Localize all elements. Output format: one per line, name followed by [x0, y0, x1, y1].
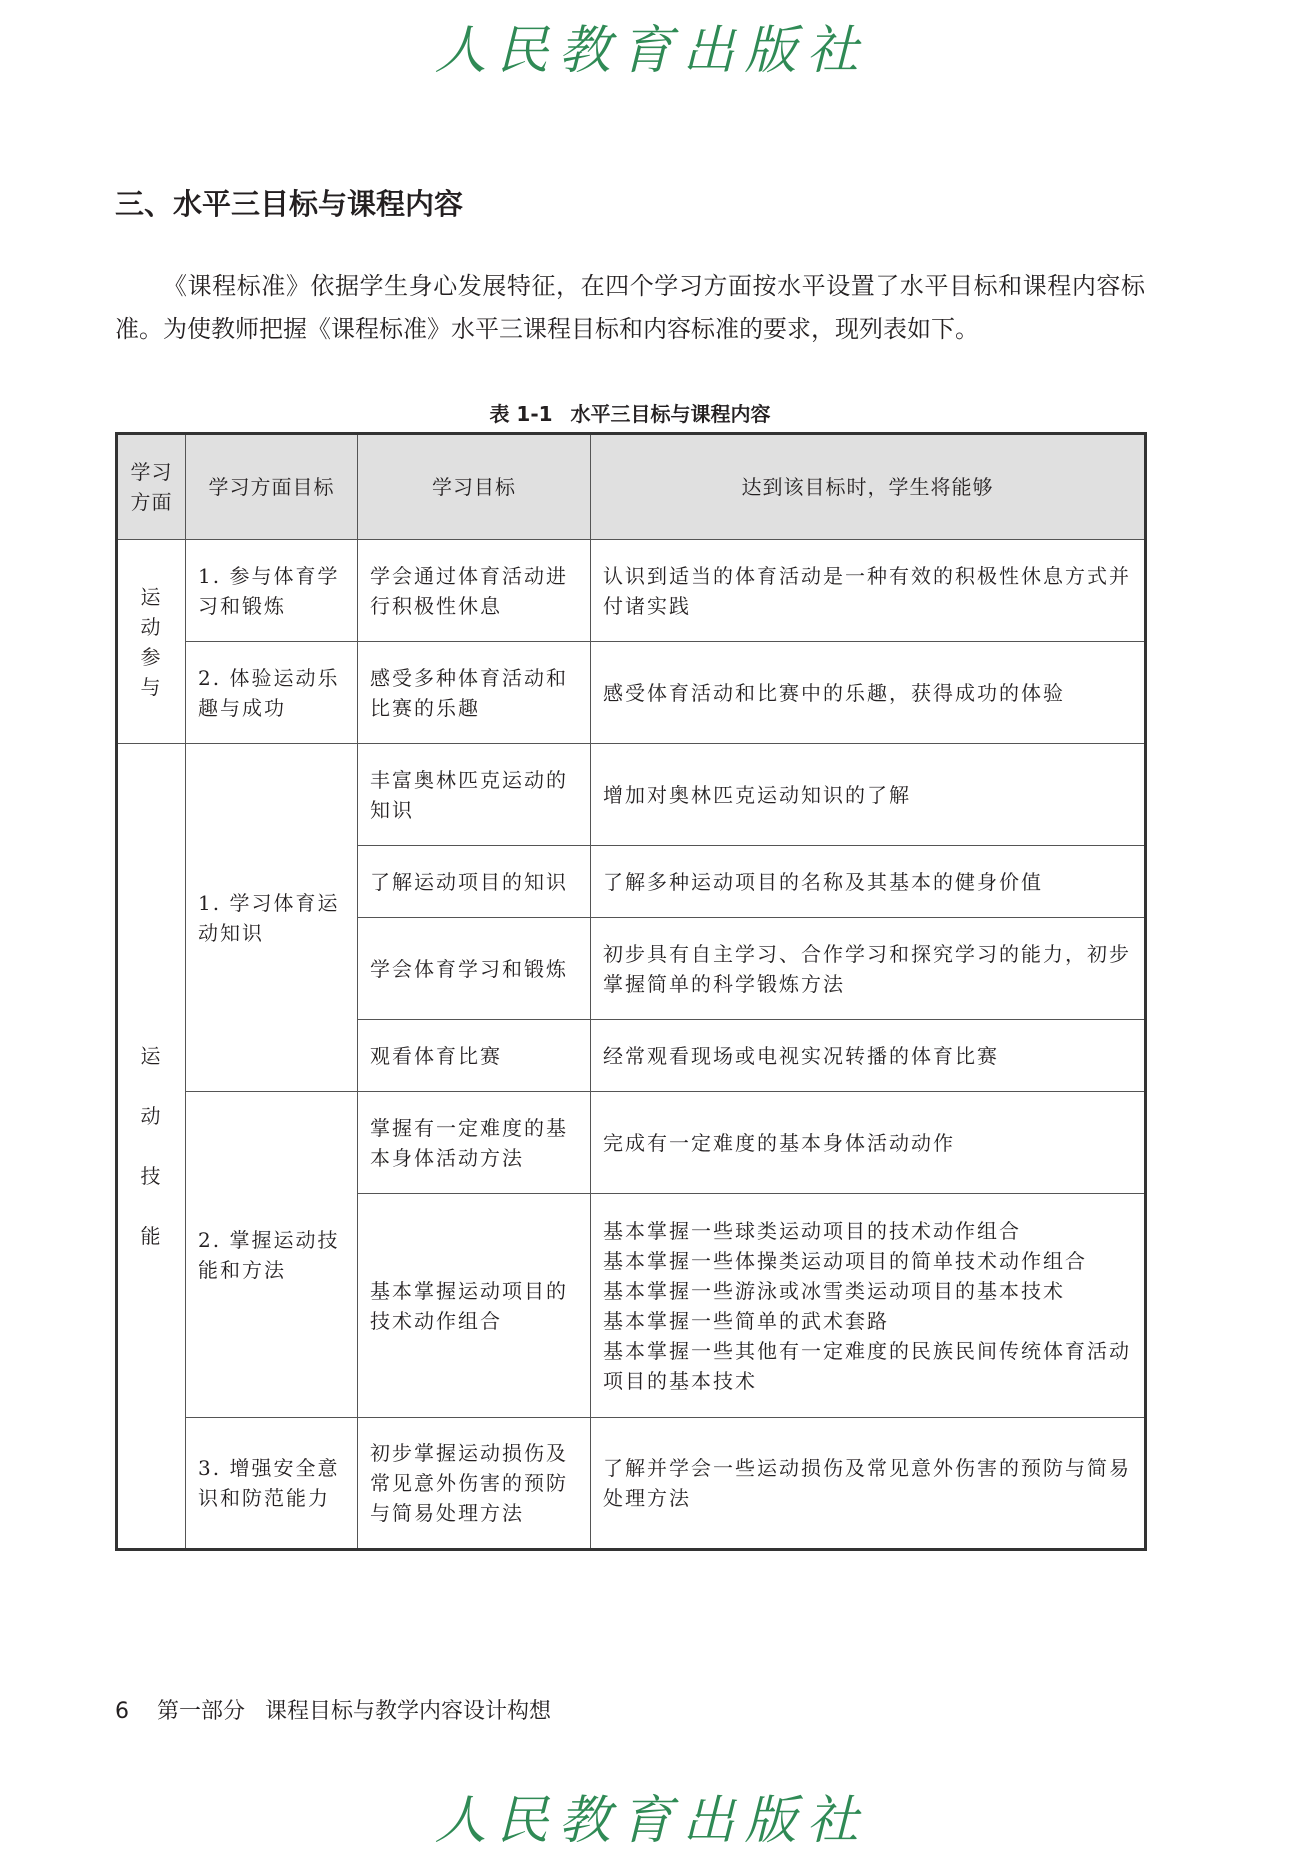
outcome-cell [591, 540, 1146, 642]
outcome-text: 完成有一定难度的基本身体活动动作 [603, 1130, 955, 1155]
aspect-char: 与 [140, 674, 163, 699]
objective-text: 掌握有一定难度的基本身体活动方法 [370, 1115, 568, 1170]
objective-cell [358, 846, 591, 918]
page-footer [115, 1694, 551, 1725]
outcome-cell [591, 1194, 1146, 1418]
outcome-text: 初步具有自主学习、合作学习和探究学习的能力，初步掌握简单的科学锻炼方法 [603, 941, 1131, 996]
outcome-text: 感受体育活动和比赛中的乐趣，获得成功的体验 [603, 680, 1065, 705]
header-objective: 学习目标 [358, 434, 591, 540]
table-row [117, 1418, 1146, 1550]
outcome-cell [591, 1020, 1146, 1092]
table-row [117, 540, 1146, 642]
aspect-goal: 2. 体验运动乐趣与成功 [198, 665, 340, 720]
aspect-char: 动 [140, 1104, 163, 1128]
aspect-goal-cell [186, 642, 358, 744]
outcome-cell [591, 918, 1146, 1020]
outcome-cell [591, 846, 1146, 918]
aspect-char: 技 [140, 1164, 163, 1188]
aspect-char: 动 [140, 614, 163, 639]
outcome-line: 基本掌握一些简单的武术套路 [603, 1308, 889, 1333]
objective-cell [358, 744, 591, 846]
objective-text: 丰富奥林匹克运动的知识 [370, 767, 568, 822]
header-aspect-line1: 学习 [130, 460, 173, 484]
header-outcome: 达到该目标时，学生将能够 [591, 434, 1146, 540]
intro-paragraph: 《课程标准》依据学生身心发展特征，在四个学习方面按水平设置了水平目标和课程内容标准。为使教师把握《课程标准》水平三课程目标和内容标准的要求，现列表如下。 [115, 272, 1145, 343]
outcome-text: 认识到适当的体育活动是一种有效的积极性休息方式并付诸实践 [603, 563, 1131, 618]
aspect-char: 参 [140, 644, 163, 669]
outcome-line: 基本掌握一些其他有一定难度的民族民间传统体育活动项目的基本技术 [603, 1338, 1131, 1393]
table-row [117, 1092, 1146, 1194]
aspect-goal: 2. 掌握运动技能和方法 [198, 1227, 340, 1282]
outcome-text: 了解多种运动项目的名称及其基本的健身价值 [603, 869, 1043, 894]
outcome-cell [591, 1092, 1146, 1194]
aspect-char: 能 [140, 1224, 163, 1248]
table-row [117, 642, 1146, 744]
footer-part: 第一部分 [157, 1699, 246, 1724]
aspect-goal-cell [186, 744, 358, 1092]
aspect-goal-cell [186, 1092, 358, 1418]
outcome-text: 了解并学会一些运动损伤及常见意外伤害的预防与简易处理方法 [603, 1456, 1131, 1510]
aspect-char: 运 [140, 584, 163, 609]
aspect-goal: 3. 增强安全意识和防范能力 [198, 1456, 340, 1510]
publisher-logo-bottom: 人民教育出版社 [434, 1791, 869, 1851]
objective-cell [358, 1194, 591, 1418]
objective-text: 了解运动项目的知识 [370, 869, 568, 894]
table-row [117, 744, 1146, 846]
outcome-line: 基本掌握一些球类运动项目的技术动作组合 [603, 1218, 1021, 1243]
header-aspect [117, 434, 186, 540]
objective-text: 基本掌握运动项目的技术动作组合 [370, 1278, 568, 1333]
aspect-goal: 1. 学习体育运动知识 [198, 890, 340, 945]
outcome-cell [591, 744, 1146, 846]
header-aspect-line2: 方面 [130, 490, 173, 514]
aspect-skills [117, 744, 186, 1550]
aspect-goal-cell [186, 540, 358, 642]
objective-cell [358, 540, 591, 642]
objective-text: 感受多种体育活动和比赛的乐趣 [370, 665, 568, 720]
objective-cell [358, 642, 591, 744]
aspect-goal-cell [186, 1418, 358, 1550]
objective-cell [358, 1092, 591, 1194]
table-caption-title: 水平三目标与课程内容 [570, 402, 771, 426]
aspect-participation [117, 540, 186, 744]
objective-text: 学会体育学习和锻炼 [370, 956, 568, 981]
publisher-logo-top: 人民教育出版社 [434, 21, 869, 81]
objective-text: 初步掌握运动损伤及常见意外伤害的预防与简易处理方法 [370, 1441, 568, 1525]
objective-cell [358, 1020, 591, 1092]
objective-text: 学会通过体育活动进行积极性休息 [370, 563, 568, 618]
footer-chapter-title: 课程目标与教学内容设计构想 [265, 1699, 552, 1724]
objective-text: 观看体育比赛 [370, 1043, 502, 1068]
objective-cell [358, 918, 591, 1020]
outcome-text: 经常观看现场或电视实况转播的体育比赛 [603, 1043, 999, 1068]
section-heading: 三、水平三目标与课程内容 [115, 187, 464, 221]
outcome-list [591, 1216, 1144, 1396]
aspect-goal: 1. 参与体育学习和锻炼 [198, 563, 340, 618]
objective-cell [358, 1418, 591, 1550]
table-header-row [117, 434, 1146, 540]
table-caption [115, 398, 1145, 427]
table-caption-number: 表 1-1 [489, 402, 553, 426]
goals-table [115, 432, 1147, 1551]
header-aspect-goal: 学习方面目标 [186, 434, 358, 540]
outcome-cell [591, 1418, 1146, 1550]
outcome-line: 基本掌握一些体操类运动项目的简单技术动作组合 [603, 1248, 1087, 1273]
outcome-line: 基本掌握一些游泳或冰雪类运动项目的基本技术 [603, 1278, 1065, 1303]
outcome-cell [591, 642, 1146, 744]
page-number: 6 [115, 1699, 129, 1724]
outcome-text: 增加对奥林匹克运动知识的了解 [603, 782, 911, 807]
aspect-char: 运 [140, 1044, 163, 1068]
